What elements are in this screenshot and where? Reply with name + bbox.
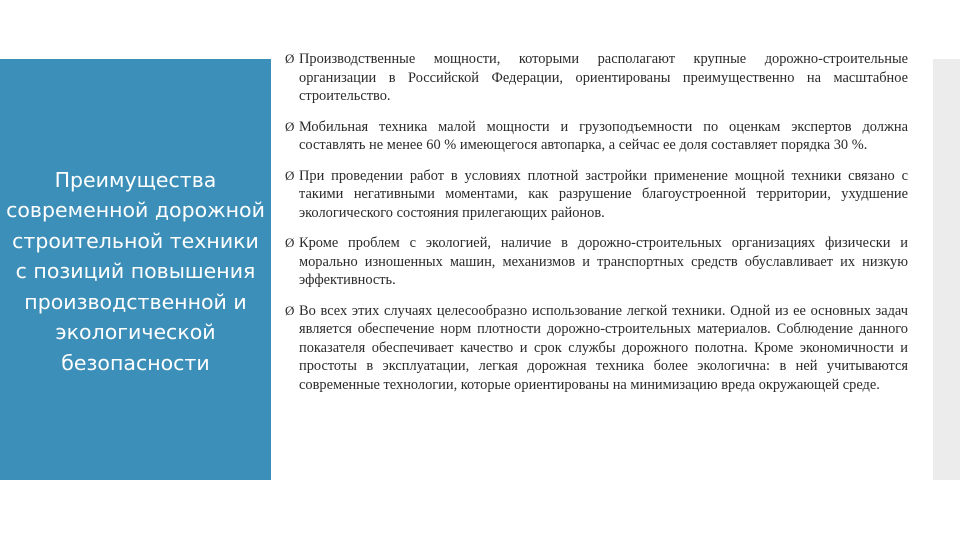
slide-title: Преимущества современной дорожной строительной техники с позиций повышения производственной и экологической безопасности xyxy=(6,167,265,375)
bullet-text: Мобильная техника малой мощности и грузоподъемности по оценкам экспертов должна составлять не менее 60 % имеющегося автопарка, а сейчас ее доля составляет порядка 30 %. xyxy=(299,118,908,153)
arrow-bullet-icon: Ø xyxy=(285,167,295,183)
arrow-bullet-icon: Ø xyxy=(285,118,295,134)
arrow-bullet-icon: Ø xyxy=(285,302,295,318)
bullet-item xyxy=(285,50,908,106)
arrow-bullet-icon: Ø xyxy=(285,51,295,66)
bullet-text: Во всех этих случаях целесообразно использование легкой техники. Одной из ее основных задач является обеспечение норм плотности дорожно-строительных материалов. Соблюдение данного показателя обеспечивает качество и срок службы дорожного полотна. Кроме экономичности и простоты в эксплуатации, легкая дорожная техника более экологична: в ней учитываются современные технологии, которые ориентированы на минимизацию вреда окружающей среде. xyxy=(299,302,908,393)
bullet-text: Производственные мощности, которыми располагают крупные дорожно-строительные организации в Российской Федерации, ориентированы преимущественно на масштабное строительство. xyxy=(299,51,908,104)
bullet-item xyxy=(285,167,908,223)
bullet-text: При проведении работ в условиях плотной застройки применение мощной техники связано с такими негативными моментами, как разрушение благоустроенной территории, ухудшение экологического состояния прилегающих районов. xyxy=(299,167,908,221)
arrow-bullet-icon: Ø xyxy=(285,235,295,250)
bullet-item xyxy=(285,118,908,155)
decorative-strip xyxy=(933,59,960,480)
bullet-item xyxy=(285,234,908,290)
title-panel xyxy=(0,59,271,480)
bullet-list xyxy=(285,50,908,406)
bullet-item xyxy=(285,302,908,395)
bullet-text: Кроме проблем с экологией, наличие в дорожно-строительных организациях физически и морально изношенных машин, механизмов и транспортных средств обуславливает их низкую эффективность. xyxy=(299,235,908,288)
